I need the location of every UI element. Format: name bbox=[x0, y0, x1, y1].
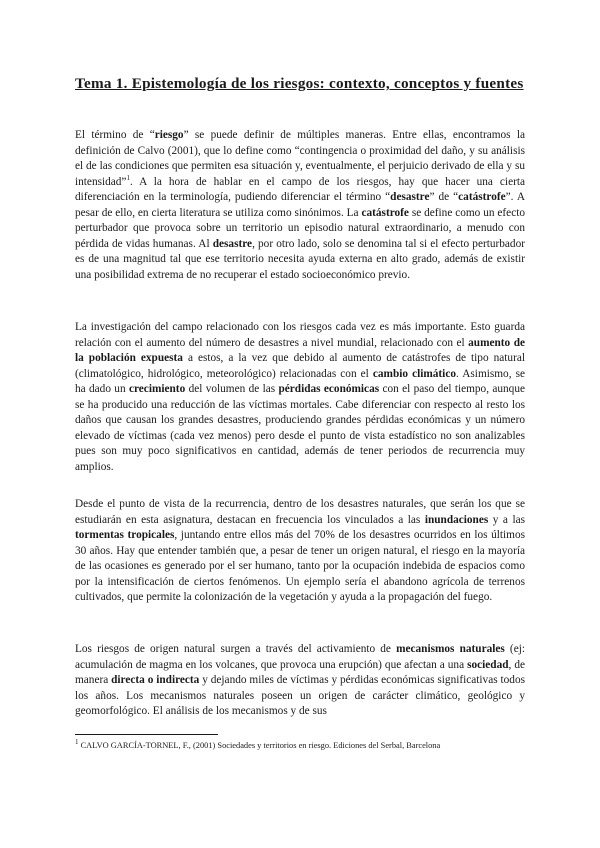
bold-term: riesgo bbox=[154, 129, 184, 141]
bold-term: aumento de la población expuesta bbox=[75, 336, 526, 364]
paragraph-1 bbox=[75, 128, 525, 283]
text-run: ” se puede definir de múltiples maneras. Entre ellas, encontramos la definición de Calvo (2001), que lo define como “contingencia o proximidad del daño, y su análisis el de las condiciones que permiten esa situación y, eventualmente, el perjuicio derivado de ella y su intensidad” bbox=[75, 129, 525, 188]
text-run: del volumen de las bbox=[185, 383, 279, 395]
text-run: El término de “ bbox=[75, 129, 155, 141]
text-run: , por otro lado, solo se denomina tal si el efecto perturbador es de una magnitud tal que ese territorio necesita ayuda externa en alto grado, además de existir una posibilidad extrema de no recuperar el estado socioeconómico previo. bbox=[75, 237, 525, 281]
bold-term: catástrofe bbox=[458, 191, 506, 203]
bold-term: desastre bbox=[212, 237, 253, 250]
bold-term: cambio climático bbox=[372, 367, 456, 380]
paragraph-2 bbox=[75, 320, 525, 475]
bold-term: inundaciones bbox=[424, 513, 489, 526]
text-run: . Asimismo, se ha dado un bbox=[75, 367, 525, 395]
footnote bbox=[75, 739, 525, 753]
text-run: a estos, a la vez que debido al aumento de catástrofes de tipo natural (climatológico, hidrológico, meteorológico) relacionadas con el bbox=[75, 352, 525, 380]
bold-term: pérdidas económicas bbox=[278, 383, 380, 395]
bold-term: sociedad bbox=[467, 658, 509, 671]
bold-term: crecimiento bbox=[128, 383, 186, 395]
bold-term: directa o indirecta bbox=[111, 674, 200, 686]
bold-term: desastre bbox=[390, 191, 430, 203]
text-run: y dejando miles de víctimas y pérdidas económicas significativas todos los años. Los mecanismos naturales poseen un origen de carácter climático, geológico y geomorfológico. El análisis de los mecanismos y de sus bbox=[75, 674, 525, 717]
text-run: Desde el punto de vista de la recurrencia, dentro de los desastres naturales, que serán los que se estudiarán en esta asignatura, destacan en frecuencia los vinculados a las bbox=[75, 498, 525, 526]
text-run: . A la hora de hablar en el campo de los riesgos, hay que hacer una cierta diferenciación en la terminología, pudiendo diferenciar el término “ bbox=[75, 175, 525, 203]
bold-term: tormentas tropicales bbox=[75, 529, 175, 541]
bold-term: catástrofe bbox=[361, 206, 409, 219]
text-run: Los riesgos de origen natural surgen a través del activamiento de bbox=[75, 643, 397, 655]
footnote-text: CALVO GARCÍA-TORNEL, F., (2001) Sociedades y territorios en riesgo. Ediciones del Serbal, Barcelona bbox=[78, 741, 441, 750]
footnote-divider bbox=[75, 734, 218, 735]
bold-term: mecanismos naturales bbox=[396, 643, 505, 655]
footnote-reference: 1 bbox=[126, 173, 130, 182]
paragraph-4 bbox=[75, 642, 525, 720]
text-run: , de manera bbox=[75, 658, 525, 686]
text-run: , juntando entre ellos más del 70% de los desastres ocurridos en los últimos 30 años. Hay que entender también que, a pesar de tener un origen natural, el riesgo en la mayoría de las ocasiones es generado por el ser humano, tanto por la ocupación indebida de espacios como por la intensificación de ciertos fenómenos. Un ejemplo sería el abandono agrícola de terrenos cultivados, que permite la colonización de la vegetación y ayuda a la propagación del fuego. bbox=[75, 529, 525, 603]
text-run: y a las bbox=[488, 513, 526, 526]
text-run: con el paso del tiempo, aunque se ha producido una reducción de las víctimas mortales. Cabe diferenciar con respecto al resto los daños que causan los grandes desastres, produciendo grandes pérdidas económicas y un número elevado de víctimas (cada vez menos) pero desde el punto de vista estadístico no son analizables pues son muy poco significativos en cantidad, además de tener periodos de recurrencia muy amplios. bbox=[75, 383, 525, 473]
footnote-number: 1 bbox=[75, 738, 79, 747]
text-run: (ej: acumulación de magma en los volcanes, que provoca una erupción) que afectan a una bbox=[75, 643, 525, 671]
page-title: Tema 1. Epistemología de los riesgos: contexto, conceptos y fuentes bbox=[75, 75, 524, 92]
text-run: ” de “ bbox=[429, 191, 459, 203]
text-run: La investigación del campo relacionado con los riesgos cada vez es más importante. Esto guarda relación con el aumento del número de desastres a nivel mundial, relacionado con el bbox=[75, 321, 525, 349]
paragraph-3 bbox=[75, 497, 525, 606]
text-run: se define como un efecto perturbador que provoca sobre un territorio un episodio natural extraordinario, a menudo con pérdida de vidas humanas. Al bbox=[75, 206, 525, 250]
text-run: ”. A pesar de ello, en cierta literatura se utiliza como sinónimos. La bbox=[75, 191, 525, 219]
